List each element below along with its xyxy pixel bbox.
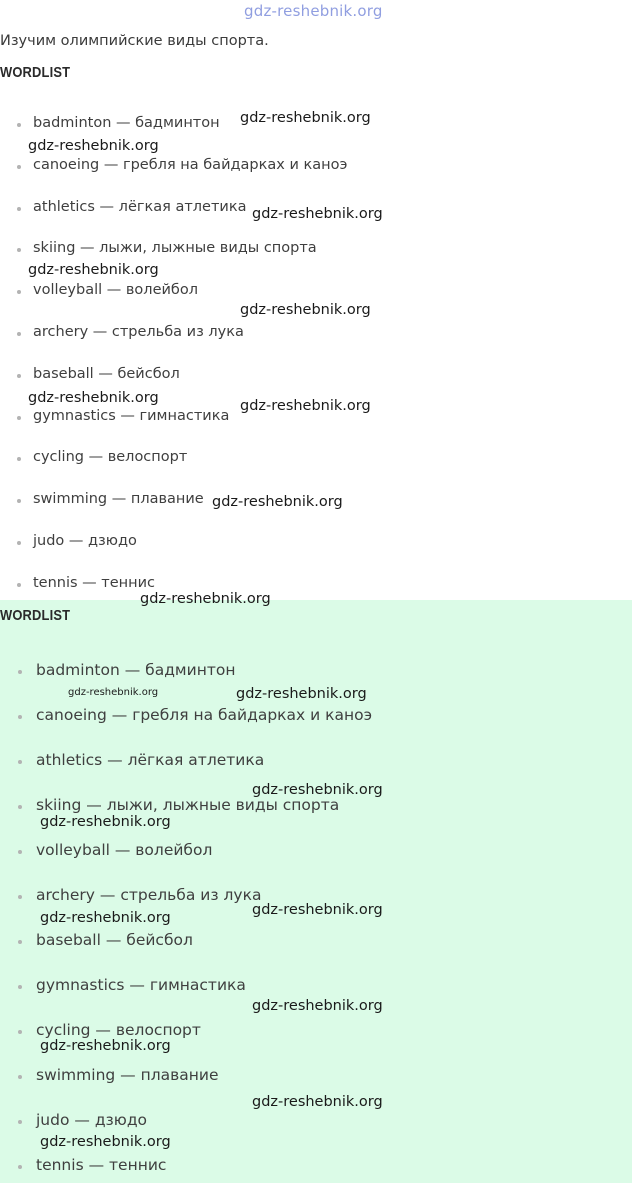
bullet-icon <box>18 805 22 809</box>
word-russian: гребля на байдарках и каноэ <box>132 706 373 724</box>
bullet-icon <box>18 715 22 719</box>
word-russian: волейбол <box>135 841 213 859</box>
bullet-icon <box>18 895 22 899</box>
word-russian: плавание <box>140 1066 219 1084</box>
word-separator: — <box>106 706 133 724</box>
word-english: cycling <box>33 449 84 466</box>
word-russian: дзюдо <box>94 1111 148 1129</box>
word-english: athletics <box>36 751 103 769</box>
wordlist-item-text <box>36 841 212 859</box>
bullet-icon <box>18 1165 22 1169</box>
word-separator: — <box>94 198 119 215</box>
word-russian: велоспорт <box>115 1021 201 1039</box>
word-english: gymnastics <box>36 976 125 994</box>
word-english: baseball <box>33 365 94 382</box>
bullet-icon <box>18 940 22 944</box>
word-separator: — <box>64 533 89 549</box>
word-separator: — <box>109 841 136 859</box>
word-separator: — <box>83 1156 110 1174</box>
wordlist-item-text <box>36 706 372 724</box>
word-russian: бадминтон <box>145 661 236 679</box>
watermark: gdz-reshebnik.org <box>252 206 383 222</box>
word-english: judo <box>36 1111 70 1129</box>
word-english: skiing <box>33 240 76 257</box>
word-russian: лёгкая атлетика <box>118 198 247 215</box>
word-russian: бадминтон <box>135 115 220 131</box>
wordlist-item-text <box>33 575 155 591</box>
bullet-icon <box>18 1075 22 1079</box>
word-separator: — <box>93 365 118 382</box>
bullet-icon <box>17 499 21 503</box>
word-russian: теннис <box>101 574 156 591</box>
watermark: gdz-reshebnik.org <box>28 390 159 406</box>
word-russian: гимнастика <box>139 407 230 424</box>
word-english: baseball <box>36 931 101 949</box>
wordlist-item-text <box>33 282 198 298</box>
word-english: volleyball <box>36 841 110 859</box>
watermark: gdz-reshebnik.org <box>40 1038 171 1054</box>
wordlist-item-text <box>33 408 229 424</box>
wordlist-item-text <box>36 1066 219 1084</box>
wordlist-item-text <box>33 115 220 131</box>
word-english: gymnastics <box>33 407 116 424</box>
word-separator: — <box>124 976 150 994</box>
wordlist-item-text <box>33 240 317 256</box>
word-russian: гребля на байдарках и каноэ <box>122 156 348 173</box>
intro-text: Изучим олимпийские виды спорта. <box>0 33 269 49</box>
word-english: cycling <box>36 1021 91 1039</box>
word-separator: — <box>102 751 128 769</box>
bullet-icon <box>17 457 21 461</box>
bullet-icon <box>18 670 22 674</box>
word-russian: бейсбол <box>126 931 193 949</box>
watermark: gdz-reshebnik.org <box>40 910 171 926</box>
word-russian: теннис <box>109 1156 167 1174</box>
wordlist-item-text <box>36 976 246 994</box>
word-separator: — <box>83 449 108 466</box>
word-separator: — <box>88 324 112 340</box>
wordlist-item-text <box>33 533 137 549</box>
watermark: gdz-reshebnik.org <box>240 302 371 318</box>
wordlist-heading-2: WORDLIST <box>0 607 71 624</box>
watermark: gdz-reshebnik.org <box>40 1134 171 1150</box>
wordlist-item-text <box>36 751 264 769</box>
wordlist-item-text <box>36 796 339 814</box>
word-separator: — <box>90 1021 116 1039</box>
word-russian: бейсбол <box>117 365 180 382</box>
word-english: volleyball <box>33 282 103 299</box>
watermark: gdz-reshebnik.org <box>140 591 271 607</box>
word-english: canoeing <box>33 156 100 173</box>
watermark: gdz-reshebnik.org <box>240 110 371 126</box>
wordlist-item-text <box>36 931 193 949</box>
watermark: gdz-reshebnik.org <box>240 398 371 414</box>
word-separator: — <box>111 115 136 131</box>
wordlist-item-text <box>36 886 261 904</box>
wordlist-item-text <box>33 366 180 382</box>
wordlist-item-text <box>36 661 235 679</box>
wordlist-item-text <box>33 449 187 465</box>
watermark: gdz-reshebnik.org <box>236 686 367 702</box>
bullet-icon <box>17 290 21 294</box>
word-separator: — <box>102 282 126 299</box>
watermark: gdz-reshebnik.org <box>252 902 383 918</box>
word-russian: лёгкая атлетика <box>127 751 265 769</box>
word-english: canoeing <box>36 706 107 724</box>
bullet-icon <box>17 583 21 587</box>
bullet-icon <box>17 332 21 336</box>
watermark: gdz-reshebnik.org <box>252 782 383 798</box>
site-watermark: gdz-reshebnik.org <box>244 2 383 20</box>
word-separator: — <box>77 574 102 591</box>
bullet-icon <box>18 850 22 854</box>
bullet-icon <box>18 985 22 989</box>
word-separator: — <box>69 1111 95 1129</box>
word-separator: — <box>81 796 107 814</box>
word-english: judo <box>33 533 65 549</box>
word-english: badminton <box>33 115 112 131</box>
bullet-icon <box>17 541 21 545</box>
word-english: archery <box>33 324 89 340</box>
word-english: skiing <box>36 796 82 814</box>
bullet-icon <box>17 374 21 378</box>
watermark: gdz-reshebnik.org <box>28 262 159 278</box>
bullet-icon <box>17 416 21 420</box>
word-english: tennis <box>33 574 78 591</box>
word-russian: дзюдо <box>88 533 137 549</box>
word-russian: велоспорт <box>107 449 188 466</box>
bullet-icon <box>17 207 21 211</box>
word-russian: лыжи, лыжные виды спорта <box>106 796 340 814</box>
word-russian: лыжи, лыжные виды спорта <box>99 240 317 257</box>
word-russian: стрельба из лука <box>111 324 244 340</box>
watermark: gdz-reshebnik.org <box>212 494 343 510</box>
wordlist-item-text <box>33 157 347 173</box>
word-english: archery <box>36 886 95 904</box>
word-english: swimming <box>33 491 108 508</box>
watermark: gdz-reshebnik.org <box>252 998 383 1014</box>
word-english: tennis <box>36 1156 84 1174</box>
bullet-icon <box>18 1120 22 1124</box>
word-russian: стрельба из лука <box>120 886 262 904</box>
word-separator: — <box>115 1066 141 1084</box>
wordlist-item-text <box>36 1111 147 1129</box>
wordlist-heading-1: WORDLIST <box>0 64 71 81</box>
word-russian: гимнастика <box>149 976 246 994</box>
word-english: badminton <box>36 661 120 679</box>
watermark: gdz-reshebnik.org <box>252 1094 383 1110</box>
word-separator: — <box>107 491 131 508</box>
bullet-icon <box>17 165 21 169</box>
word-russian: волейбол <box>125 282 199 299</box>
watermark: gdz-reshebnik.org <box>28 138 159 154</box>
bullet-icon <box>17 248 21 252</box>
wordlist-item-text <box>33 199 247 215</box>
word-separator: — <box>75 240 100 257</box>
bullet-icon <box>17 123 21 127</box>
bullet-icon <box>18 1030 22 1034</box>
word-separator: — <box>115 407 140 424</box>
word-english: athletics <box>33 198 95 215</box>
word-separator: — <box>119 661 146 679</box>
watermark: gdz-reshebnik.org <box>40 814 171 830</box>
word-separator: — <box>94 886 121 904</box>
word-separator: — <box>99 156 123 173</box>
wordlist-item-text <box>33 491 204 507</box>
watermark: gdz-reshebnik.org <box>68 687 159 698</box>
wordlist-item-text <box>36 1156 166 1174</box>
word-separator: — <box>100 931 127 949</box>
wordlist-item-text <box>36 1021 201 1039</box>
word-english: swimming <box>36 1066 116 1084</box>
wordlist-item-text <box>33 324 244 340</box>
word-russian: плавание <box>130 491 204 508</box>
bullet-icon <box>18 760 22 764</box>
